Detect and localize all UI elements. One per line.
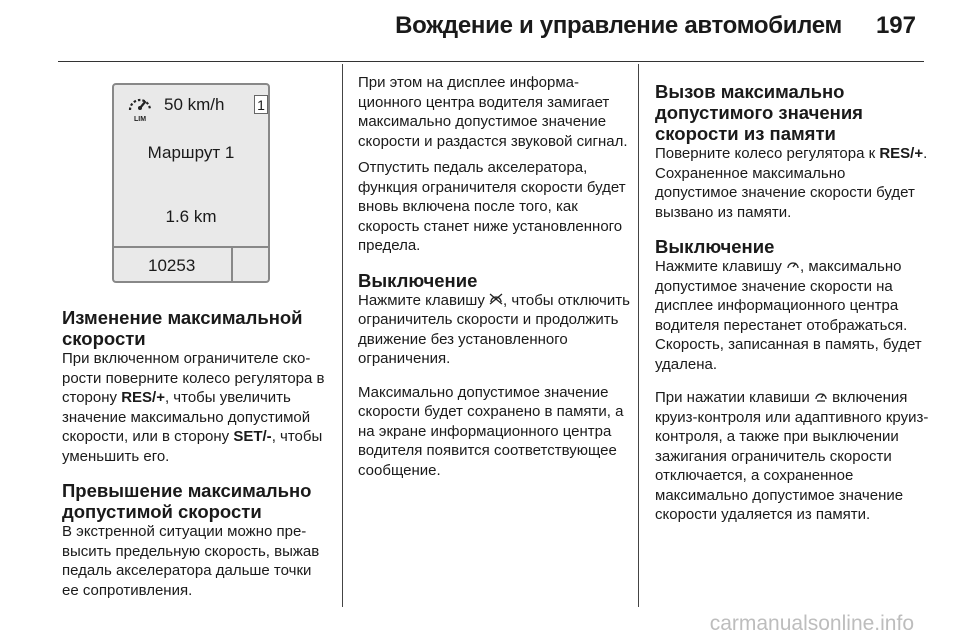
text-fragment: Поверните колесо регулятора к: [655, 145, 880, 162]
paragraph: [655, 388, 930, 525]
paragraph: Максимально допустимое значение скорости будет сохранено в памяти, а на экране информационного центра водителя появится соответствующее сообщение.: [358, 383, 624, 479]
section-heading: Изменение максимальной скорости: [62, 307, 303, 349]
column-3: [655, 81, 930, 532]
section-change-limit: [62, 307, 332, 466]
section-recall-limit: [655, 81, 930, 222]
paragraph: Отпустить педаль акселератора, функция ограничителя скорости будет вновь включена после того, как скорость станет ниже установленного предела.: [358, 159, 626, 254]
section-text: [655, 257, 930, 374]
display-odometer: 10253: [148, 256, 196, 275]
display-divider: [114, 246, 268, 248]
text-fragment: При включенном ограничителе скорости поверните колесо регулятора в сторону: [62, 350, 325, 406]
driver-info-display: [112, 83, 270, 283]
column-divider-2: [638, 64, 639, 607]
lim-label: LIM: [133, 116, 147, 123]
text-fragment: Нажмите клавишу: [358, 291, 489, 309]
section-heading: Выключение: [655, 236, 775, 257]
text-fragment: включения круиз-контроля или адаптивного круиз-контроля, а также при выключении зажигания ограничитель скорости отключается, а сохраненное максимально допустимое значение скорости удаляется из памяти.: [655, 389, 929, 523]
header-rule: [58, 61, 924, 62]
speed-limiter-icon: [786, 258, 800, 272]
display-speed-limit: 50 km/h: [164, 95, 225, 114]
section-text: [655, 144, 930, 222]
text-fragment: Нажмите клавишу: [655, 258, 786, 275]
section-text: В экстренной ситуации можно превысить предельную скорость, выжав педаль акселератора дальше точки ее сопротивления.: [62, 523, 320, 599]
section-disable-display: [655, 236, 930, 374]
text-fragment: , чтобы увеличить значение максимально допустимой скорости, или в сторону: [62, 389, 311, 445]
display-divider-vertical: [231, 246, 233, 283]
column-1: [62, 307, 332, 614]
page-number: 197: [875, 12, 916, 39]
section-exceed-limit: [62, 480, 332, 600]
watermark: carmanualsonline.info: [709, 612, 914, 635]
section-text: [62, 349, 332, 466]
control-label: RES/+: [879, 145, 924, 162]
section-heading: Вызов максимально допустимого значения скорости из памяти: [655, 81, 863, 144]
display-distance: 1.6 km: [165, 207, 217, 226]
column-divider-1: [342, 64, 343, 607]
control-label: RES/+: [121, 389, 165, 406]
paragraph: При этом на дисплее информационного центра водителя замигает максимально допустимое значение скорости и раздастся звуковой сигнал.: [358, 74, 628, 150]
text-fragment: . Сохраненное максимально допустимое значение скорости будет вызвано из памяти.: [655, 145, 928, 221]
text-fragment: При нажатии клавиши: [655, 389, 814, 406]
speed-limiter-off-icon: [489, 292, 503, 306]
column-2: [358, 73, 630, 487]
text-fragment: , чтобы отключить ограничитель скорости и продолжить движение без установленного ограничения.: [358, 291, 630, 367]
cruise-control-icon: [814, 389, 828, 403]
section-text: [358, 291, 630, 369]
display-route: Маршрут 1: [147, 143, 235, 162]
header-title: Вождение и управление автомобилем: [395, 12, 842, 39]
display-memory-slot: 1: [254, 95, 268, 114]
section-disable: [358, 270, 630, 369]
text-fragment: , максимально допустимое значение скорости на дисплее информационного центра водителя перестанет отображаться. Скорость, записанная в память, будет удалена.: [655, 258, 922, 373]
section-heading: Выключение: [358, 269, 478, 291]
text-fragment: , чтобы уменьшить его.: [62, 428, 323, 465]
section-heading: Превышение максимально допустимой скорости: [62, 480, 312, 522]
page-header: [0, 12, 960, 52]
control-label: SET/-: [233, 428, 272, 445]
speed-limiter-icon: [124, 91, 156, 123]
